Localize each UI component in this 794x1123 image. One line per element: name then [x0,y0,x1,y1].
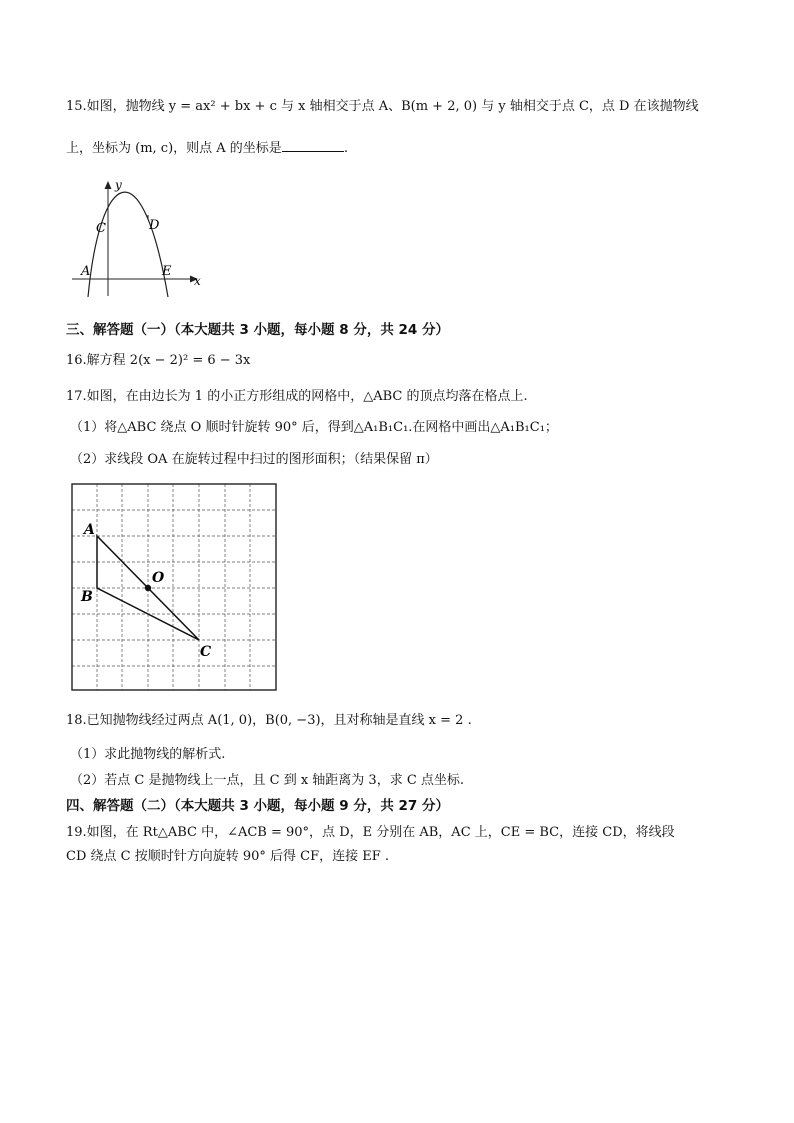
label-grid-b: B [81,589,93,605]
q16-text: 16.解方程 2(x − 2)² = 6 − 3x [66,353,251,368]
q18-part2: （2）若点 C 是抛物线上一点，且 C 到 x 轴距离为 3，求 C 点坐标. [70,773,465,788]
label-d: D [149,218,160,233]
label-grid-o: O [152,570,165,586]
parabola-figure [70,175,205,300]
label-x: x [194,274,201,288]
label-grid-c: C [200,644,212,660]
grid-border [72,484,276,690]
section-four-heading: 四、解答题（二）（本大题共 3 小题，每小题 9 分，共 27 分） [66,798,450,814]
y-axis-arrow [105,181,112,189]
grid-lines [72,484,276,690]
label-y: y [115,178,122,192]
section-three-heading: 三、解答题（一）（本大题共 3 小题，每小题 8 分，共 24 分） [66,322,450,338]
q15-text-line1: 15.如图，抛物线 y = ax² + bx + c 与 x 轴相交于点 A、B(m + 2, 0) 与 y 轴相交于点 C，点 D 在该抛物线 [66,99,699,114]
grid-figure [70,482,280,694]
label-a: A [81,264,91,279]
label-grid-a: A [84,522,95,538]
q19-text-line1: 19.如图，在 Rt△ABC 中，∠ACB = 90°，点 D，E 分别在 AB，AC 上，CE = BC，连接 CD，将线段 [66,825,675,840]
q19-text-line2: CD 绕点 C 按顺时针方向旋转 90° 后得 CF，连接 EF . [66,849,390,864]
q15-text-line2 [66,138,348,158]
answer-blank [282,138,344,152]
label-e: E [162,264,172,279]
q15-text-line2-a: 上，坐标为 (m, c)，则点 A 的坐标是 [66,141,282,156]
label-c: C [96,221,106,236]
q17-text: 17.如图，在由边长为 1 的小正方形组成的网格中，△ABC 的顶点均落在格点上. [66,389,528,404]
q17-part2: （2）求线段 OA 在旋转过程中扫过的图形面积；（结果保留 π） [70,452,438,467]
q18-text: 18.已知抛物线经过两点 A(1, 0)，B(0, −3)，且对称轴是直线 x = 2 . [66,713,472,728]
q17-part1: （1）将△ABC 绕点 O 顺时针旋转 90° 后，得到△A₁B₁C₁.在网格中画出△A₁B₁C₁； [70,420,558,435]
q18-part1: （1）求此抛物线的解析式. [70,747,226,762]
q15-text-line2-b: . [343,141,348,156]
parabola-curve [88,192,168,297]
point-o [145,585,151,591]
